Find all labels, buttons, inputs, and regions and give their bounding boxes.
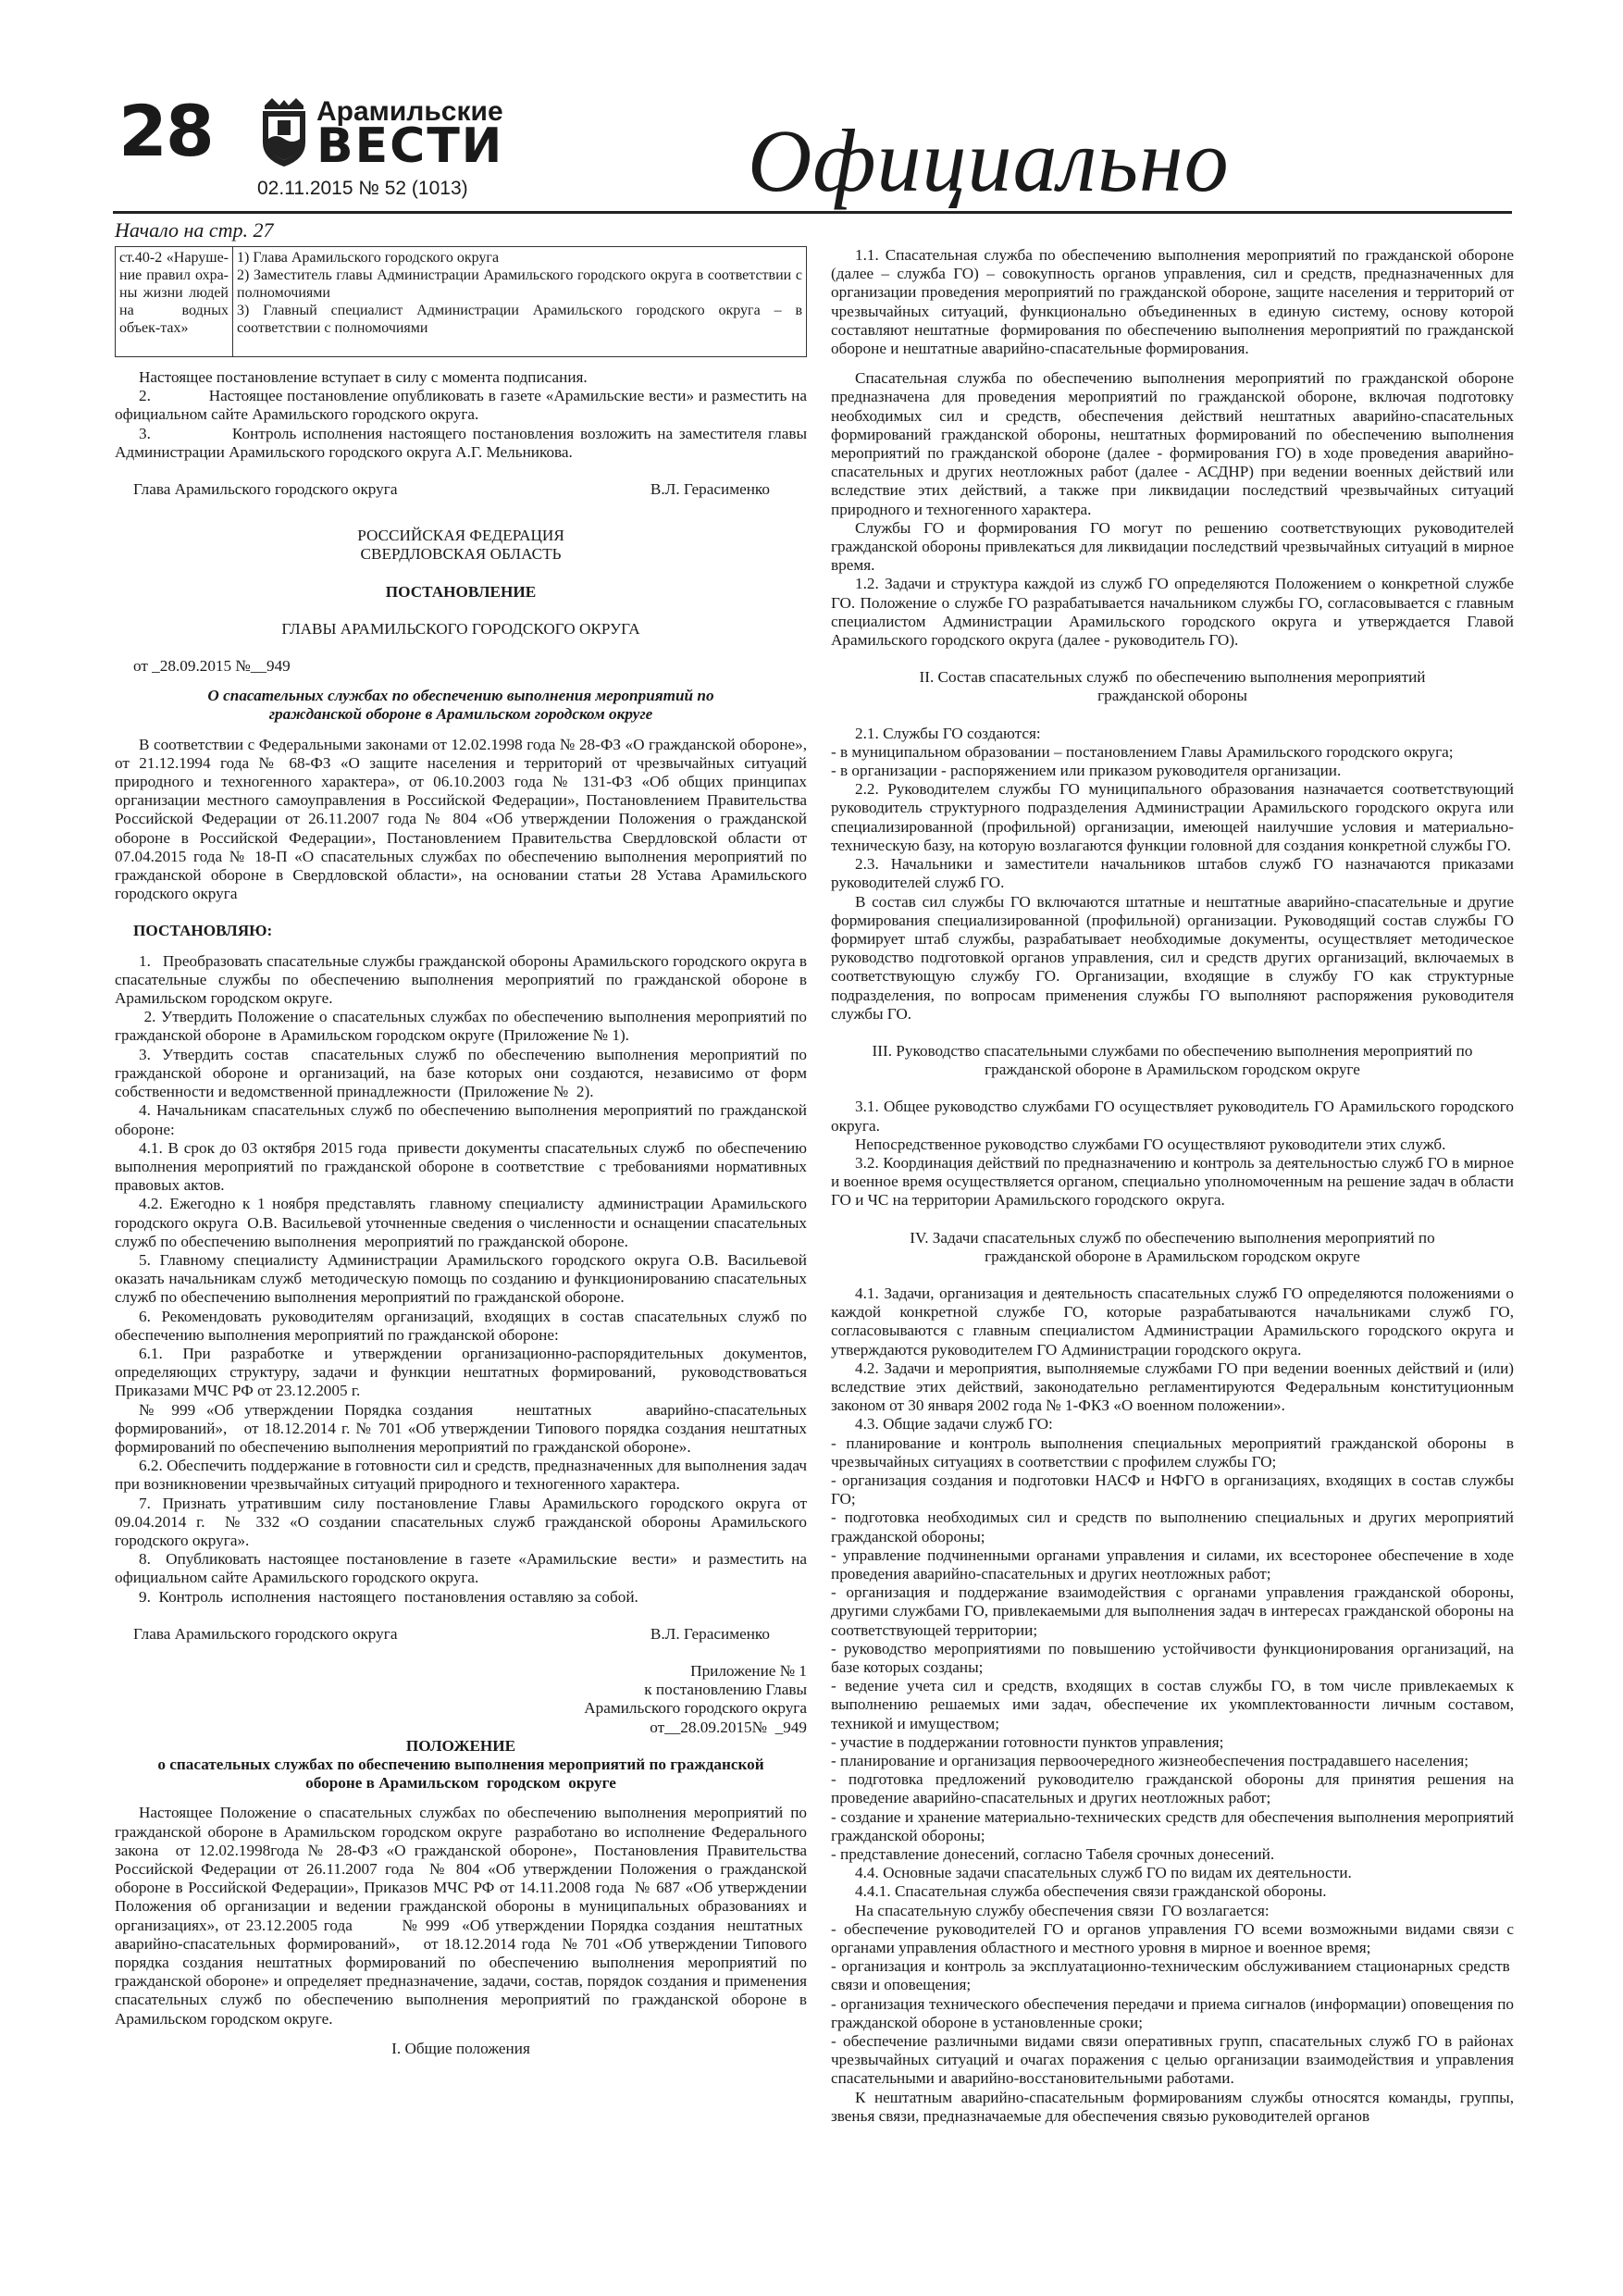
- appendix-label: Арамильского городского округа: [584, 1699, 807, 1718]
- list-item: - создание и хранение материально-технических средств для обеспечения выполнения мероприятий гражданской обороны;: [831, 1807, 1514, 1844]
- list-item: - планирование и организация первоочередного жизнеобеспечения пострадавшего населения;: [831, 1752, 1469, 1770]
- country-heading: РОССИЙСКАЯ ФЕДЕРАЦИЯ: [357, 527, 564, 545]
- regulation-title: ПОЛОЖЕНИЕ: [405, 1736, 516, 1755]
- signature-title: Глава Арамильского городского округа: [133, 480, 398, 499]
- appendix-label: к постановлению Главы: [644, 1681, 807, 1699]
- list-item: 2. Утвердить Положение о спасательных службах по обеспечению выполнения мероприятий по гражданской обороне в Арамильском городском округе (Приложение № 1).: [115, 1008, 807, 1045]
- header-rule: [113, 211, 1512, 214]
- paragraph: Непосредственное руководство службами ГО осуществляют руководители этих служб.: [855, 1135, 1446, 1153]
- list-item: 4.2. Ежегодно к 1 ноября представлять главному специалисту администрации Арамильского городского округа О.В. Васильевой уточненные сведения о численности и оснащении спасательных служб по обеспечению выполнения мероприятий по гражданской обороне.: [115, 1195, 807, 1250]
- paragraph: К нештатным аварийно-спасательным формированиям службы относятся команды, группы, звенья связи, предназначаемые для обеспечения связью руководителей органов: [831, 2088, 1514, 2125]
- list-item: - подготовка необходимых сил и средств по выполнению специальных и других мероприятий гражданской обороны;: [831, 1508, 1514, 1545]
- authority-heading: ГЛАВЫ АРАМИЛЬСКОГО ГОРОДСКОГО ОКРУГА: [281, 619, 640, 638]
- list-item: - организация технического обеспечения передачи и приема сигналов (информации) оповещения по гражданской обороне в установленные сроки;: [831, 1994, 1514, 2031]
- regulation-subtitle: о спасательных службах по обеспечению выполнения мероприятий по гражданской обороне в Арамильском городском округе: [157, 1756, 764, 1793]
- list-item: - представление донесений, согласно Табеля срочных донесений.: [831, 1845, 1275, 1864]
- paragraph: 2.1. Службы ГО создаются:: [855, 724, 1041, 742]
- section-title: Официально: [748, 111, 1230, 210]
- list-item: - организация создания и подготовки НАСФ и НФГО в организациях, входящих в состав службы ГО;: [831, 1471, 1514, 1508]
- paragraph: 3. Контроль исполнения настоящего постановления возложить на заместителя главы Администрации Арамильского городского округа А.Г. Мельникова.: [115, 424, 807, 461]
- signature-name: В.Л. Герасименко: [650, 480, 770, 499]
- list-item: - руководство мероприятиями по повышению устойчивости функционирования организаций, на базе которых созданы;: [831, 1639, 1514, 1677]
- paragraph: 3.1. Общее руководство службами ГО осуществляет руководитель ГО Арамильского городского округа.: [831, 1098, 1514, 1135]
- section-heading: IV. Задачи спасательных служб по обеспечению выполнения мероприятий по гражданской обороне в Арамильском городском округе: [910, 1228, 1435, 1265]
- violations-table: [115, 246, 807, 357]
- list-item: - участие в поддержании готовности пунктов управления;: [831, 1732, 1224, 1751]
- decree-heading: ПОСТАНОВЛЕНИЕ: [385, 582, 537, 601]
- paragraph: 4.1. Задачи, организация и деятельность спасательных служб ГО определяются положениями о каждой конкретной службе ГО, которые разрабатываются начальниками служб ГО, согласовываются с главным специалистом Администрации Арамильского городского округа и утверждаются руководителем ГО Администрации городского округа.: [831, 1284, 1514, 1359]
- resolve-heading: ПОСТАНОВЛЯЮ:: [133, 922, 273, 940]
- appendix-label: Приложение № 1: [690, 1661, 807, 1680]
- paragraph: В состав сил службы ГО включаются штатные и нештатные аварийно-спасательные и другие формирования специализированной (профильной) организации. Руководящий состав службы ГО формирует штаб службы, разрабатывает необходимые документы, осуществляет методическое руководство подготовкой органов управления, сил и средств других организаций, включаемых в соответствующую службу ГО. Организации, входящие в службу ГО как структурные подразделения, по вопросам применения службы ГО выполняют распоряжения руководителя службы ГО.: [831, 892, 1514, 1023]
- decree-date: от _28.09.2015 №__949: [133, 657, 291, 676]
- paragraph: 2.2. Руководителем службы ГО муниципального образования назначается соответствующий руководитель структурного подразделения Администрации Арамильского городского округа или специализированной (профильной) организации, имеющей наилучшие условия и материально-техническую базу, на которую возлагаются функции головной для создания конкретной службы ГО.: [831, 780, 1514, 854]
- list-item: 3. Утвердить состав спасательных служб по обеспечению выполнения мероприятий по гражданской обороне и организаций, на базе которых они создаются, независимо от форм собственности и ведомственной принадлежности (Приложение № 2).: [115, 1045, 807, 1101]
- paragraph: Настоящее постановление вступает в силу с момента подписания.: [139, 368, 588, 386]
- continued-note: Начало на стр. 27: [115, 218, 274, 242]
- official-3: 3) Главный специалист Администрации Арамильского городского округа – в соответствии с полномочиями: [237, 303, 802, 336]
- appendix-label: от__28.09.2015№ _949: [650, 1718, 807, 1736]
- paragraph: На спасательную службу обеспечения связи ГО возлагается:: [855, 1901, 1270, 1919]
- paragraph: - в организации - распоряжением или приказом руководителя организации.: [831, 762, 1342, 780]
- list-item: 5. Главному специалисту Администрации Арамильского городского округа О.В. Васильевой оказать начальникам служб методическую помощь по созданию и функционированию спасательных служб по обеспечению выполнения мероприятий по гражданской обороне.: [115, 1250, 807, 1307]
- section-heading: II. Состав спасательных служб по обеспечению выполнения мероприятий гражданской обороны: [919, 668, 1426, 705]
- list-item: - обеспечение различными видами связи оперативных групп, спасательных служб ГО в районах чрезвычайных ситуаций и очагах поражения с целью организации взаимодействия и управления спасательными и аварийно-восстановительными работами.: [831, 2032, 1514, 2088]
- paragraph: - в муниципальном образовании – постановлением Главы Арамильского городского округа;: [831, 742, 1454, 761]
- paragraph: 3.2. Координация действий по предназначению и контроль за деятельностью служб ГО в мирное и военное время осуществляется органом, специально уполномоченным на решение задач в области ГО и ЧС на территории Арамильского городского округа.: [831, 1153, 1514, 1210]
- paragraph: Спасательная служба по обеспечению выполнения мероприятий по гражданской обороне предназначена для проведения мероприятий по гражданской обороне, включая подготовку необходимых сил и средств, обеспечения действий нештатных аварийно-спасательных формирований гражданской обороны, нештатных формирований по обеспечению выполнения мероприятий по гражданской обороне (далее - формирования ГО) в ходе проведения аварийно-спасательных и других неотложных работ (далее - АСДНР) при ведении военных действий или вследствие этих действий, а также при ликвидации последствий чрезвычайных ситуаций природного и техногенного характера.: [831, 369, 1514, 518]
- list-item: 4.1. В срок до 03 октября 2015 года привести документы спасательных служб по обеспечению выполнения мероприятий по гражданской обороне в соответствие с требованиями нормативных правовых актов.: [115, 1138, 807, 1195]
- left-column: [115, 246, 807, 2058]
- paragraph: Настоящее Положение о спасательных службах по обеспечению выполнения мероприятий по гражданской обороне в Арамильском городском округе разработано во исполнение Федерального закона от 12.02.1998года № 28-ФЗ «О гражданской обороне», Постановления Правительства Российской Федерации от 26.11.2007 года № 804 «Об утверждении Положения о гражданской обороне в Российской Федерации», Приказов МЧС РФ от 14.11.2008 года № 687 «Об утверждении Положения об организации и ведении гражданской обороны в муниципальных образованиях и организациях», от 23.12.2005 года № 999 «Об утверждении Порядка создания нештатных аварийно-спасательных формирований», от 18.12.2014 года № 701 «Об утверждении Типового порядка создания нештатных формирований по обеспечению выполнения мероприятий по гражданской обороне» и определяет предназначение, задачи, состав, порядок создания и применения спасательных служб по обеспечению выполнения мероприятий по гражданской обороне в Арамильском городском округе.: [115, 1804, 807, 2028]
- city-coat-of-arms-logo: [255, 96, 313, 168]
- list-item: - управление подчиненными органами управления и силами, их всесторонее обеспечение в ходе проведения аварийно-спасательных и других неотложных работ;: [831, 1545, 1514, 1582]
- list-item: 9. Контроль исполнения настоящего постановления оставляю за собой.: [139, 1587, 638, 1606]
- paragraph: 4.2. Задачи и мероприятия, выполняемые службами ГО при ведении военных действий и (или) вследствие этих действий, законодательно регламентируются Федеральным конституционным законом от 30 января 2002 года № 1-ФКЗ «О военном положении».: [831, 1359, 1514, 1415]
- list-item: 7. Признать утратившим силу постановление Главы Арамильского городского округа от 09.04.2014 г. № 332 «О создании спасательных служб гражданской обороны Арамильского городского округа».: [115, 1494, 807, 1549]
- paragraph: 2. Настоящее постановление опубликовать в газете «Арамильские вести» и разместить на официальном сайте Арамильского городского округа.: [115, 387, 807, 424]
- list-item: 6.1. При разработке и утверждении организационно-распорядительных документов, определяющих структуру, задачи и функции нештатных формирований, руководствоваться Приказами МЧС РФ от 23.12.2005 г.: [115, 1344, 807, 1400]
- list-item: 6. Рекомендовать руководителям организаций, входящих в состав спасательных служб по обеспечению выполнения мероприятий по гражданской обороне:: [115, 1307, 807, 1344]
- table-cell-officials: [233, 247, 807, 357]
- table-cell-article: ст.40-2 «Наруше-ние правил охра-ны жизни людей на водных объек-тах»: [116, 247, 233, 357]
- page-number: 28: [118, 90, 213, 172]
- list-item: - обеспечение руководителей ГО и органов управления ГО всеми возможными видами связи с органами управления областного и местного уровня в мирное и военное время;: [831, 1919, 1514, 1957]
- section-heading: III. Руководство спасательными службами по обеспечению выполнения мероприятий по гражданской обороне в Арамильском городском округе: [872, 1041, 1473, 1079]
- list-item: - подготовка предложений руководителю гражданской обороны для принятия решения на проведение аварийно-спасательных и других неотложных работ;: [831, 1770, 1514, 1807]
- table-row: [116, 247, 807, 357]
- issue-date-number: 02.11.2015 № 52 (1013): [257, 178, 468, 199]
- paragraph: 1.1. Спасательная служба по обеспечению выполнения мероприятий по гражданской обороне (далее – служба ГО) – совокупность органов управления, сил и средств, предназначенных для организации проведения мероприятий по гражданской обороне, защите населения и территорий от чрезвычайных ситуаций, функционально объединенных в единую систему, основу которой составляют нештатные формирования по обеспечению выполнения мероприятий по гражданской обороне и нештатные аварийно-спасательные формирования.: [831, 246, 1514, 358]
- list-item: 4. Начальникам спасательных служб по обеспечению выполнения мероприятий по гражданской обороне:: [115, 1101, 807, 1138]
- list-item: - планирование и контроль выполнения специальных мероприятий гражданской обороны в чрезвычайных ситуациях в соответствии с профилем службы ГО;: [831, 1433, 1514, 1471]
- signature-line: [115, 1625, 807, 1644]
- list-item: № 999 «Об утверждении Порядка создания нештатных аварийно-спасательных формирований», от 18.12.2014 г. № 701 «Об утверждении Типового порядка создания нештатных формирований по обеспечению выполнения мероприятий по гражданской обороне».: [115, 1400, 807, 1456]
- newspaper-name-main: ВЕСТИ: [316, 118, 504, 174]
- paragraph: 2.3. Начальники и заместители начальников штабов служб ГО назначаются приказами руководителей служб ГО.: [831, 855, 1514, 892]
- preamble: В соответствии с Федеральными законами от 12.02.1998 года № 28-ФЗ «О гражданской обороне», от 21.12.1994 года № 68-ФЗ «О защите населения и территорий от чрезвычайных ситуаций природного и техногенного характера», от 06.10.2003 года № 131-ФЗ «Об общих принципах организации местного самоуправления в Российской Федерации», Постановлением Правительства Российской Федерации от 26.11.2007 года № 804 «Об утверждении Положения о гражданской обороне в Российской Федерации», Постановлением Правительства Свердловской области от 07.04.2015 года № 18-П «О спасательных службах по обеспечению выполнения мероприятий по гражданской обороне в Свердловской области», на основании статьи 28 Устава Арамильского городского округа: [115, 735, 807, 903]
- list-item: 6.2. Обеспечить поддержание в готовности сил и средств, предназначенных для выполнения задач при возникновении чрезвычайных ситуаций природного и техногенного характера.: [115, 1457, 807, 1494]
- section-heading: I. Общие положения: [391, 2039, 530, 2057]
- decree-title: О спасательных службах по обеспечению выполнения мероприятий по гражданской обороне в Арамильском городском округе: [207, 687, 714, 724]
- newspaper-name-top: Арамильские: [316, 96, 503, 127]
- list-item: - организация и контроль за эксплуатационно-техническим обслуживанием стационарных средств связи и оповещения;: [831, 1957, 1514, 1994]
- list-item: 1. Преобразовать спасательные службы гражданской обороны Арамильского городского округа в спасательные службы по обеспечению выполнения мероприятий по гражданской обороне в Арамильском городском округе.: [115, 951, 807, 1008]
- list-item: - ведение учета сил и средств, входящих в состав службы ГО, в том числе привлекаемых к выполнению решаемых ими задач, обеспечение их укомплектованности личным составом, техникой и имуществом;: [831, 1677, 1514, 1732]
- paragraph: 4.4. Основные задачи спасательных служб ГО по видам их деятельности.: [855, 1864, 1352, 1882]
- signature-title: Глава Арамильского городского округа: [133, 1624, 398, 1643]
- right-column: [831, 246, 1514, 2126]
- list-item: 8. Опубликовать настоящее постановление в газете «Арамильские вести» и разместить на официальном сайте Арамильского городского округа.: [115, 1550, 807, 1587]
- paragraph: 4.4.1. Спасательная служба обеспечения связи гражданской обороны.: [855, 1882, 1327, 1901]
- official-1: 1) Глава Арамильского городского округа: [237, 250, 500, 266]
- signature-name: В.Л. Герасименко: [650, 1624, 770, 1643]
- paragraph: 4.3. Общие задачи служб ГО:: [855, 1415, 1053, 1433]
- official-2: 2) Заместитель главы Администрации Арамильского городского округа в соответствии с полномочиями: [237, 267, 802, 301]
- paragraph: 1.2. Задачи и структура каждой из служб ГО определяются Положением о конкретной службе ГО. Положение о службе ГО разрабатывается начальником службы ГО, согласовывается с главным специалистом Администрации Арамильского городского округа и утверждается Главой Арамильского городского округа (далее - руководитель ГО).: [831, 575, 1514, 650]
- region-heading: СВЕРДЛОВСКАЯ ОБЛАСТЬ: [360, 545, 562, 564]
- signature-line: [115, 480, 807, 499]
- paragraph: Службы ГО и формирования ГО могут по решению соответствующих руководителей гражданской обороны привлекаться для ликвидации последствий чрезвычайных ситуаций в мирное время.: [831, 518, 1514, 575]
- list-item: - организация и поддержание взаимодействия с органами управления гражданской обороны, другими службами ГО, привлекаемыми для выполнения задач в интересах гражданской обороны на соответствующей территории;: [831, 1583, 1514, 1639]
